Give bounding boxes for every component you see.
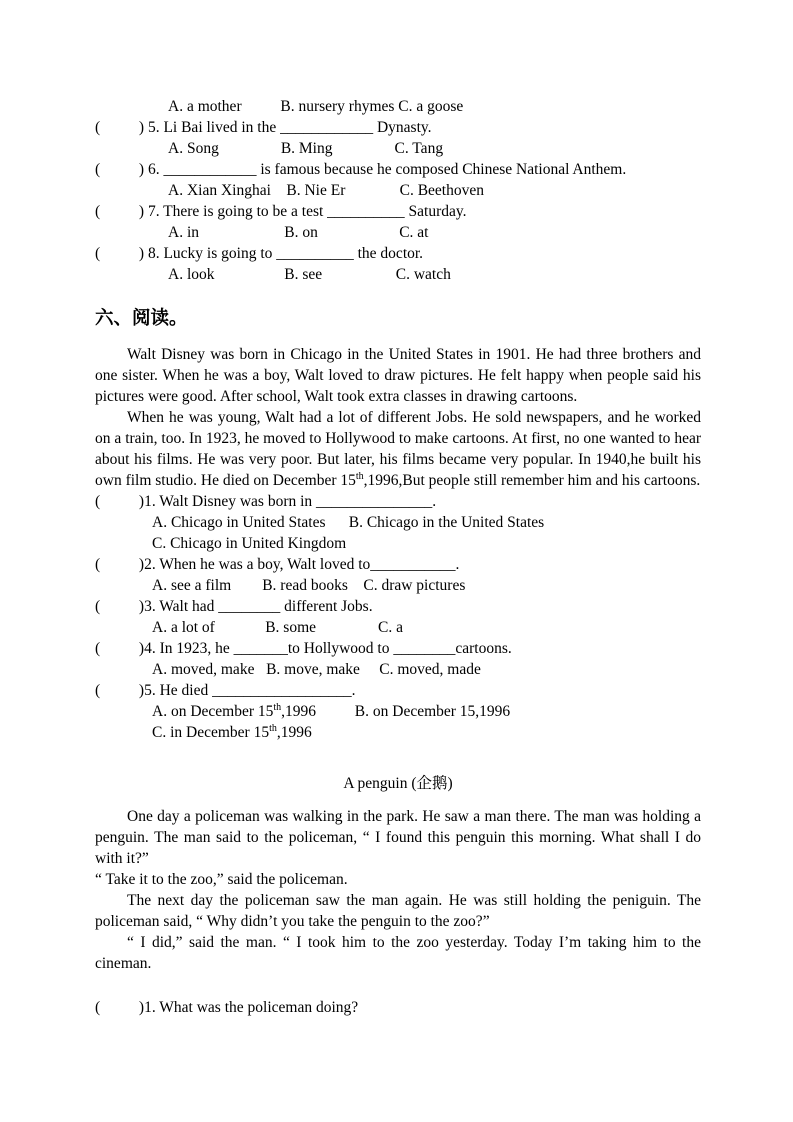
penguin-paragraph-3: The next day the policeman saw the man again. He was still holding the peniguin. The policeman said, “ Why didn’t you take the penguin to the zoo?” — [95, 892, 701, 930]
reading-question-4: ( )4. In 1923, he _______to Hollywood to ________cartoons. — [95, 640, 512, 657]
exam-content — [95, 96, 701, 1018]
options-line-q6: A. Xian Xinghai B. Nie Er C. Beethoven — [168, 182, 484, 199]
penguin-paragraph-4: “ I did,” said the man. “ I took him to the zoo yesterday. Today I’m taking him to the cineman. — [95, 934, 701, 972]
reading-q1-option-c: C. Chicago in United Kingdom — [152, 535, 347, 552]
disney-paragraph-2-text: When he was young, Walt had a lot of different Jobs. He sold newspapers, and he worked on a train, too. In 1923, he moved to Hollywood to make cartoons. At first, no one wanted to hear about his films. He was very poor. But later, his films became very popular. In 1940,he built his own film studio. He died on December 15 — [95, 409, 701, 489]
reading-question-2: ( )2. When he was a boy, Walt loved to___________. — [95, 556, 460, 573]
ordinal-superscript: th — [355, 470, 364, 482]
disney-questions-section — [95, 491, 701, 743]
question-line-5: ( ) 5. Li Bai lived in the ____________ Dynasty. — [95, 119, 432, 136]
ordinal-superscript: th — [269, 722, 277, 734]
ordinal-superscript: th — [273, 701, 282, 713]
reading-question-3: ( )3. Walt had ________ different Jobs. — [95, 598, 373, 615]
penguin-passage — [95, 806, 701, 974]
reading-question-1: ( )1. Walt Disney was born in _______________. — [95, 493, 437, 510]
q5-option-ab-tail: ,1996 B. on December 15,1996 — [281, 703, 511, 720]
q5-option-c-text: C. in December 15 — [152, 724, 270, 741]
q5-option-c-tail: ,1996 — [276, 724, 312, 741]
options-line-q7: A. in B. on C. at — [168, 224, 429, 241]
penguin-paragraph-1: One day a policeman was walking in the park. He saw a man there. The man was holding a penguin. The man said to the policeman, “ I found this penguin this morning. What shall I do with it?” — [95, 808, 701, 867]
question-line-8: ( ) 8. Lucky is going to __________ the doctor. — [95, 245, 424, 262]
options-line-q4: A. a mother B. nursery rhymes C. a goose — [168, 98, 464, 115]
multiple-choice-tail-section — [95, 96, 701, 285]
disney-passage — [95, 344, 701, 491]
reading-question-5: ( )5. He died __________________. — [95, 682, 356, 699]
reading-q5-options-ab — [152, 701, 701, 722]
reading-q5-option-c — [152, 722, 701, 743]
q5-option-a-text: A. on December 15 — [152, 703, 274, 720]
disney-paragraph-2 — [95, 407, 701, 491]
reading-q1-options-ab: A. Chicago in United States B. Chicago in the United States — [152, 514, 545, 531]
penguin-paragraph-2: “ Take it to the zoo,” said the policeman. — [95, 871, 348, 888]
options-line-q5: A. Song B. Ming C. Tang — [168, 140, 444, 157]
reading-q2-options: A. see a film B. read books C. draw pictures — [152, 577, 466, 594]
penguin-passage-title: A penguin (企鹅) — [343, 775, 453, 792]
penguin-question-1: ( )1. What was the policeman doing? — [95, 999, 359, 1016]
reading-q3-options: A. a lot of B. some C. a — [152, 619, 403, 636]
question-line-7: ( ) 7. There is going to be a test __________ Saturday. — [95, 203, 467, 220]
options-line-q8: A. look B. see C. watch — [168, 266, 451, 283]
disney-paragraph-2-tail: ,1996,But people still remember him and his cartoons. — [363, 472, 701, 489]
reading-q4-options: A. moved, make B. move, make C. moved, made — [152, 661, 481, 678]
question-line-6: ( ) 6. ____________ is famous because he composed Chinese National Anthem. — [95, 161, 627, 178]
disney-paragraph-1: Walt Disney was born in Chicago in the United States in 1901. He had three brothers and one sister. When he was a boy, Walt loved to draw pictures. He felt happy when people said his pictures were good. After school, Walt took extra classes in drawing cartoons. — [95, 346, 701, 405]
section-heading-reading: 六、阅读。 — [95, 309, 188, 329]
